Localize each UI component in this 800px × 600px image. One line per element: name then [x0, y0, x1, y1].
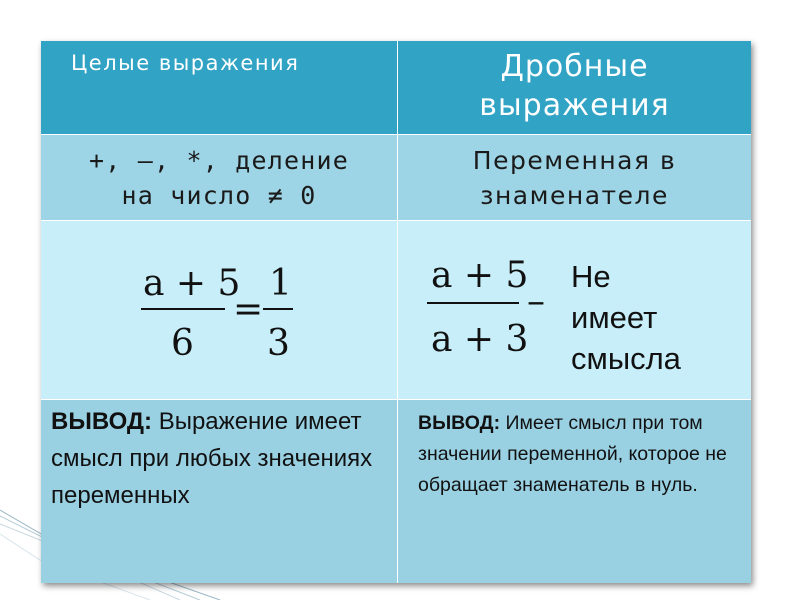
- right-formula-numerator: a + 5: [431, 255, 529, 296]
- not-defined-note: Не имеет смысла: [571, 259, 681, 376]
- left-formula-rhs-denominator: 3: [267, 323, 290, 364]
- left-formula-rhs-numerator: 1: [269, 263, 292, 304]
- right-formula-dash: –: [527, 281, 545, 322]
- left-formula-denominator: 6: [171, 323, 194, 364]
- conclusion-integer-text: ВЫВОД: Выражение имеет смысл при любых значениях переменных: [51, 408, 373, 509]
- comparison-table: [41, 41, 751, 583]
- left-formula-numerator: a + 5: [143, 263, 241, 304]
- conclusion-fractional-text: ВЫВОД: Имеет смысл при том значении переменной, которое не обращает знаменатель в нуль.: [418, 412, 727, 496]
- conclusion-label: ВЫВОД:: [51, 408, 153, 435]
- header-fractional-title: Дробные выражения: [479, 49, 670, 123]
- operations-integer-text: +, –, *, деление на число ≠ 0: [88, 146, 350, 210]
- left-formula-equals: =: [233, 289, 264, 330]
- header-integer-title: Целые выражения: [71, 51, 300, 75]
- operations-fractional-text: Переменная в знаменателе: [472, 146, 677, 210]
- conclusion-label: ВЫВОД:: [418, 412, 501, 434]
- right-formula-denominator: a + 3: [431, 319, 529, 360]
